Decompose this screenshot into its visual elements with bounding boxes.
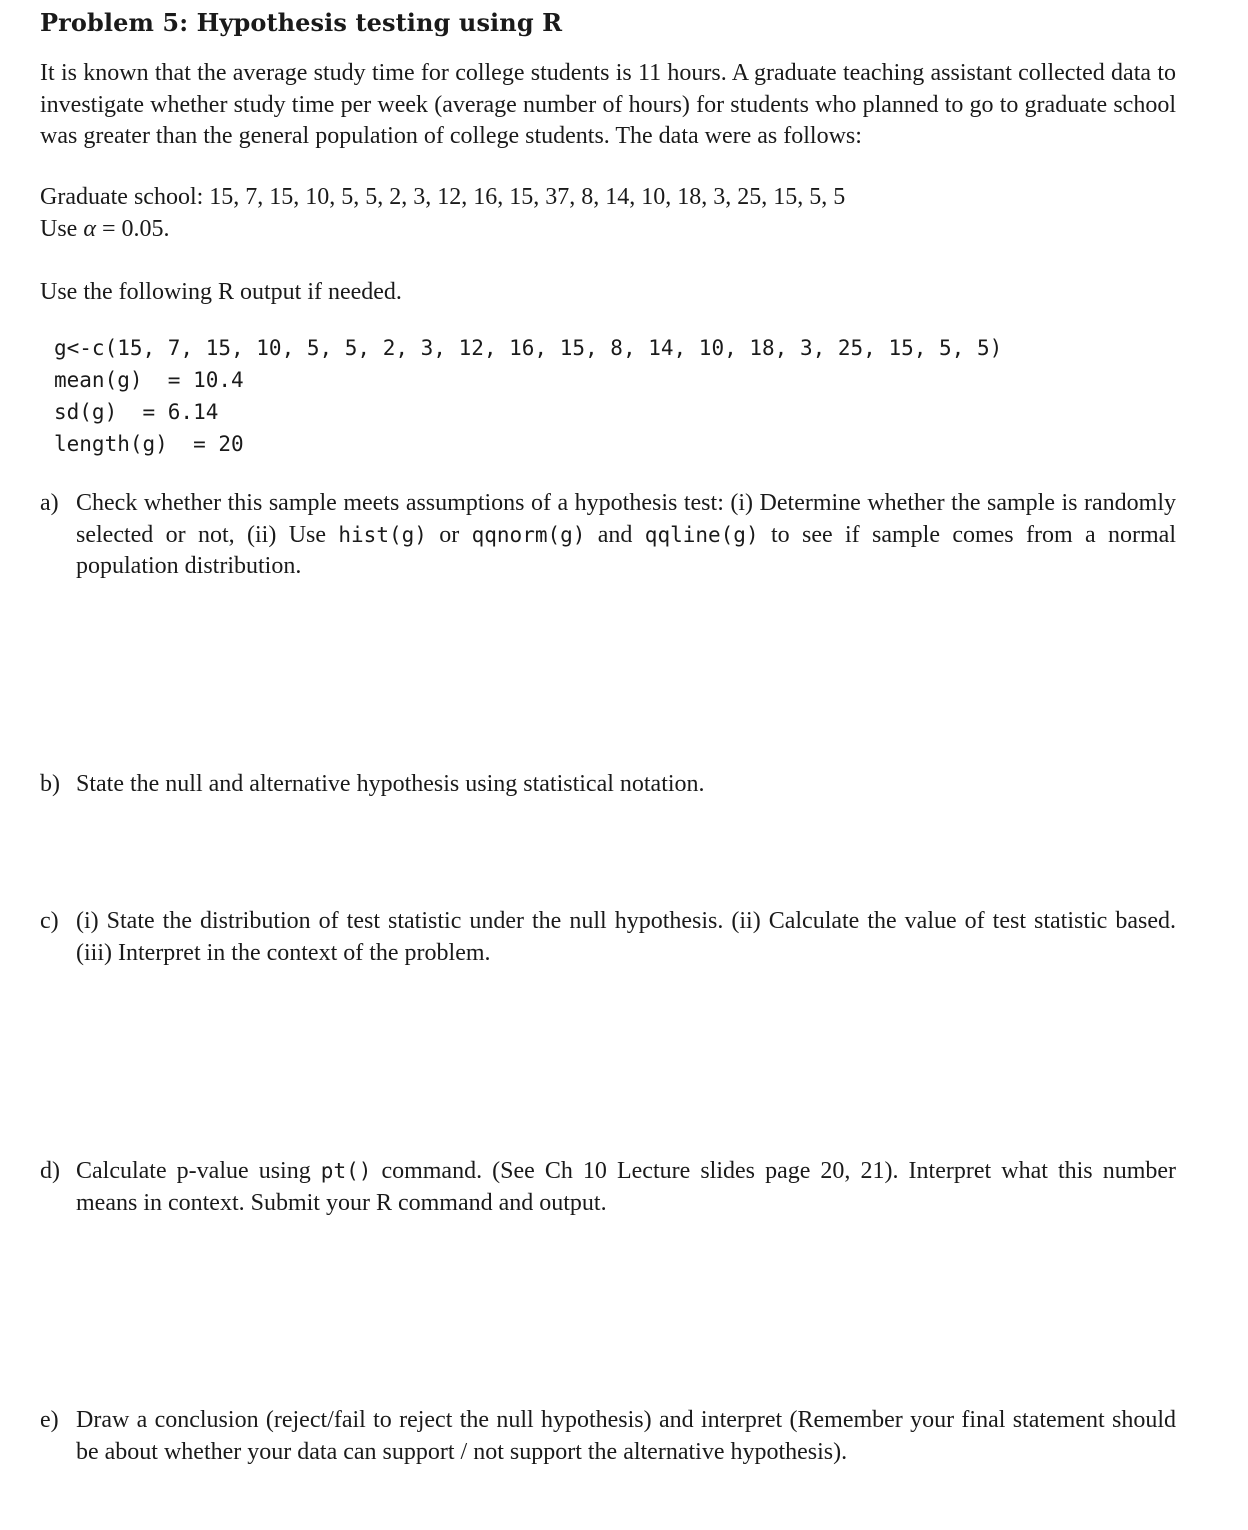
- question-e-label: e): [40, 1407, 59, 1433]
- question-c-text: (i) State the distribution of test statistic under the null hypothesis. (ii) Calculate the value of test statistic based. (iii) Interpret in the context of the problem.: [76, 908, 1176, 966]
- question-a-text: [76, 488, 1176, 583]
- hist-command: hist(g): [338, 522, 427, 547]
- data-line: Graduate school: 15, 7, 15, 10, 5, 5, 2, 3, 12, 16, 15, 37, 8, 14, 10, 18, 3, 25, 15, 5, 5: [40, 184, 846, 210]
- r-code-line: g<-c(15, 7, 15, 10, 5, 5, 2, 3, 12, 16, 15, 8, 14, 10, 18, 3, 25, 15, 5, 5): [54, 336, 1003, 360]
- r-length-line: length(g) = 20: [54, 432, 244, 456]
- question-d: [40, 1156, 1176, 1219]
- r-output-intro: Use the following R output if needed.: [40, 279, 402, 305]
- question-a-text-part: Check whether this sample meets assumptions of a hypothesis test: (i) Determine whether the sample is randomly selected or not, (ii) Use: [76, 490, 1176, 548]
- question-a-label: a): [40, 490, 59, 516]
- problem-title: Problem 5: Hypothesis testing using R: [40, 8, 563, 37]
- question-a-text-part: to see if sample comes from a normal population distribution.: [76, 521, 1177, 580]
- qqnorm-command: qqnorm(g): [471, 522, 586, 547]
- qqline-command: qqline(g): [644, 522, 759, 547]
- question-c: [40, 906, 1176, 969]
- question-d-text-part: command. (See Ch 10 Lecture slides page 20, 21). Interpret what this number means in context. Submit your R command and output.: [76, 1158, 1177, 1216]
- question-e-text: Draw a conclusion (reject/fail to reject the null hypothesis) and interpret (Remember your final statement should be about whether your data can support / not support the alternative hypothesis).: [76, 1407, 1176, 1465]
- question-d-text: [76, 1156, 1176, 1219]
- question-b: [40, 769, 1176, 801]
- question-b-label: b): [40, 771, 60, 797]
- question-a-text-part: or: [426, 521, 472, 548]
- question-e: [40, 1405, 1176, 1468]
- alpha-suffix: = 0.05.: [95, 216, 170, 242]
- question-a-text-part: and: [585, 521, 645, 548]
- alpha-prefix: Use: [40, 216, 84, 242]
- pt-command: pt(): [320, 1159, 372, 1183]
- question-d-label: d): [40, 1158, 60, 1184]
- alpha-line: [40, 216, 169, 243]
- alpha-symbol: α: [83, 216, 96, 242]
- question-d-text-part: Calculate p-value using: [76, 1158, 321, 1184]
- r-sd-line: sd(g) = 6.14: [54, 400, 219, 424]
- r-mean-line: mean(g) = 10.4: [54, 368, 244, 392]
- question-c-label: c): [40, 908, 59, 934]
- question-a: [40, 488, 1176, 583]
- problem-intro: It is known that the average study time for college students is 11 hours. A graduate teaching assistant collected data to investigate whether study time per week (average number of hours) for students who planned to go to graduate school was greater than the general population of college students. The data were as follows:: [40, 60, 1176, 150]
- question-b-text: State the null and alternative hypothesis using statistical notation.: [76, 771, 705, 797]
